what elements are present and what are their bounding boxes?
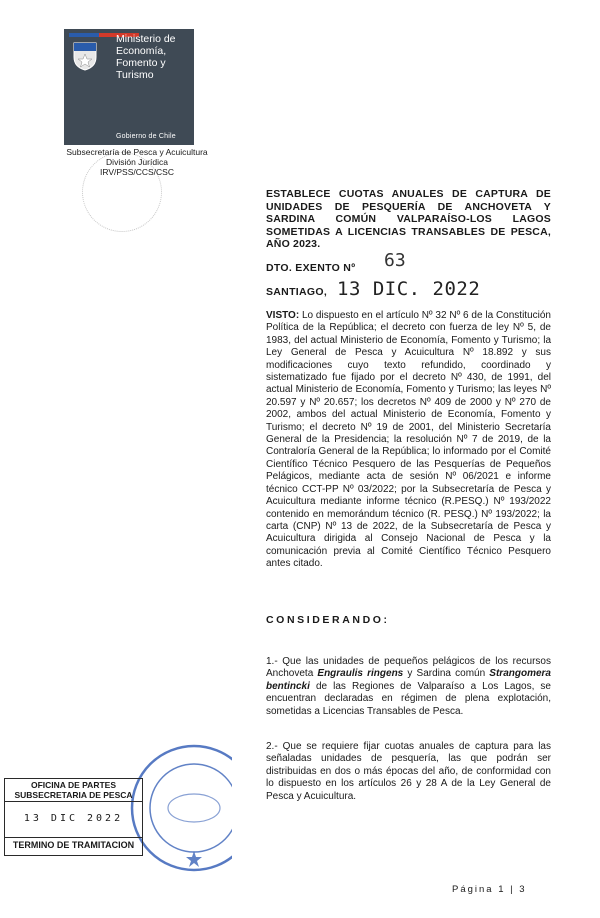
office-stamp-line2: SUBSECRETARIA DE PESCA xyxy=(5,790,142,802)
page-number: Página 1 | 3 xyxy=(452,884,527,895)
ministry-logo xyxy=(64,29,194,145)
visto-text: Lo dispuesto en el artículo Nº 32 Nº 6 de la Constitución Política de la República; el decreto con fuerza de ley Nº 5, de 1983, del actual Ministerio de Economía, Fomento y Turismo; la Ley General de Pesca y Acuicultura Nº 18.892 y sus modificaciones cuyo texto refundido, coordinado y sistematizado fue fijado por el decreto Nº 430, de 1991, del actual Ministerio de Economía, Fomento y Turismo; las leyes Nº 20.597 y Nº 20.657; los decretos Nº 409 de 2000 y Nº 270 de 2002, ambos del actual Ministerio de Economía, Fomento y Turismo; el decreto Nº 19 de 2001, del Ministerio Secretaría General de la Presidencia; la resolución Nº 7 de 2019, de la Contraloría General de la República; lo informado por el Comité Científico Técnico Pesquero de las Pesquerías de Pequeños Pelágicos, mediante acta de sesión Nº 06/2021 e informe técnico CCT-PP Nº 03/2022; por la Subsecretaría de Pesca y Acuicultura mediante informe técnico (R.PESQ.) Nº 193/2022 contenido en memorándum técnico (R. PESQ.) Nº 193/2022; la carta (CNP) Nº 13 de 2022, de la Subsecretaría de Pesca y Acuicultura dirigida al Consejo Nacional de Pesca y la comunicación previa al Comité Científico Técnico Pesquero antes citado. xyxy=(266,310,551,570)
issuing-office xyxy=(62,147,212,177)
p1-text-a: 1.- Que las unidades de pequeños pelágicos de los recursos Anchoveta xyxy=(266,656,551,680)
considerando-heading: CONSIDERANDO: xyxy=(266,614,390,626)
office-stamp xyxy=(4,778,143,856)
decree-date: 13 DIC. 2022 xyxy=(337,278,481,300)
city-label: SANTIAGO, xyxy=(266,286,328,298)
ministry-name: Ministerio de Economía, Fomento y Turismo xyxy=(116,33,176,81)
visto-paragraph xyxy=(266,310,551,571)
office-stamp-line1: OFICINA DE PARTES xyxy=(30,780,116,790)
species-sardina: Strangomera bentincki xyxy=(266,668,551,692)
species-anchoveta: Engraulis ringens xyxy=(317,668,404,680)
document-title: ESTABLECE CUOTAS ANUALES DE CAPTURA DE UNIDADES DE PESQUERÍA DE ANCHOVETA Y SARDINA COMÚN VALPARAÍSO-LOS LAGOS SOMETIDAS A LICENCIAS TRANSABLES DE PESCA, AÑO 2023. xyxy=(266,188,551,250)
p1-text-b: y Sardina común xyxy=(403,668,490,680)
considerando-item-1 xyxy=(266,656,551,718)
p1-text-c: de las Regiones de Valparaíso a Los Lagos, se encuentran declaradas en régimen de plena explotación, sometidas a Licencias Transables de Pesca. xyxy=(266,680,551,717)
flag-blue-bar xyxy=(69,33,99,37)
division-label: División Jurídica xyxy=(106,157,168,167)
decree-label: DTO. EXENTO Nº xyxy=(266,262,356,274)
decree-number: 63 xyxy=(384,250,406,271)
office-stamp-line3: TERMINO DE TRAMITACION xyxy=(5,837,142,853)
office-stamp-date: 13 DIC 2022 xyxy=(23,813,124,824)
coat-of-arms-icon xyxy=(70,39,100,71)
government-label: Gobierno de Chile xyxy=(116,133,176,140)
subsecretaria-label: Subsecretaría de Pesca y Acuicultura xyxy=(66,147,208,157)
considerando-item-2: 2.- Que se requiere fijar cuotas anuales de captura para las señaladas unidades de pesquería, las que podrán ser distribuidas en dos o más épocas del año, de conformidad con lo dispuesto en los artículos 26 y 28 A de la Ley General de Pesca y Acuicultura. xyxy=(266,741,551,802)
visto-label: VISTO: xyxy=(266,310,300,321)
initials-label: IRV/PSS/CCS/CSC xyxy=(99,167,174,177)
ministry-round-stamp xyxy=(128,733,232,883)
